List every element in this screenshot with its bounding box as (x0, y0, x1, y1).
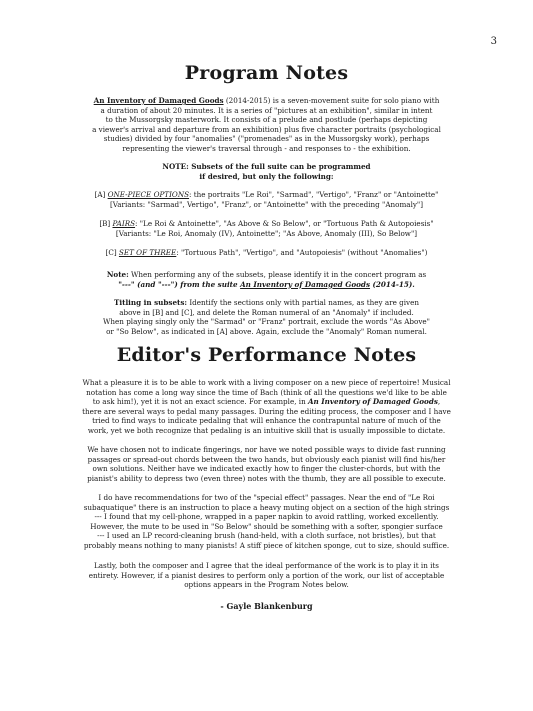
option-a-variants: [Variants: "Sarmad", Vertigo", "Franz", or "Antoinette" with the preceding "Anomaly"] (109, 199, 424, 209)
work-title: An Inventory of Damaged Goods (93, 96, 224, 105)
option-a: [A] ONE-PIECE OPTIONS: the portraits "Le Roi", "Sarmad", "Vertigo", "Franz" or "Antoinette" [Variants: "Sarmad", Vertigo", "Franz", or "Antoinette" with the preceding "Anomaly"] (40, 190, 493, 209)
option-c: [C] SET OF THREE: "Tortuous Path", "Vertigo", and "Autopoiesis" (without "Anomalies") (105, 248, 428, 257)
page-number: 3 (490, 36, 497, 47)
intro-line-5: studies) divided by four "anomalies" ("promenades" as in the Mussorgsky work), perhaps (103, 134, 430, 144)
editor-signature: - Gayle Blankenburg (220, 601, 313, 611)
editor-paragraph-1: What a pleasure it is to be able to work with a living composer on a new piece of repertoire! Musical notation has come a long way since the time of Bach (think of all the questions we'd like to be able to ask him!), yet it is not an exact science. For example, in An Inventory of Damaged Goods, there are several ways to pedal many passages. During the editing process, the composer and I have tried to find ways to indicate pedaling that will enhance the contrapuntal nature of much of the work, yet we both recognize that pedaling is an intuitive skill that is usually impossible to dictate. (82, 378, 451, 435)
intro-line-2: a duration of about 20 minutes. It is a series of "pictures at an exhibition", similar in intent (100, 105, 433, 115)
editors-notes-heading: Editor's Performance Notes (116, 344, 417, 366)
intro-line-4: a viewer's arrival and departure from an exhibition) plus five character portraits (psychological (92, 124, 441, 134)
option-b: [B] PAIRS: "Le Roi & Antoinette", "As Above & So Below", or "Tortuous Path & Autopoiesis" [Variants: "Le Roi, Anomaly (IV), Antoinette"; "As Above, Anomaly (III), So Below"] (40, 219, 493, 238)
program-notes-intro (40, 96, 493, 154)
option-b-label: PAIRS (112, 219, 136, 228)
subsets-note-heading: NOTE: Subsets of the full suite can be programmed if desired, but only the following: (162, 162, 371, 181)
option-b-variants: [Variants: "Le Roi, Anomaly (IV), Antoinette"; "As Above, Anomaly (III), So Below"] (115, 228, 418, 238)
editor-paragraph-2: We have chosen not to indicate fingerings, nor have we noted possible ways to divide fast running passages or spread-out chords between the two hands, but obviously each pianist will find his/her own solutions. Neither have we indicated exactly how to finger the cluster-chords, but with the pianist's ability to depress two (even three) notes with the thumb, they are all possible to execute. (87, 445, 446, 483)
program-notes-heading: Program Notes (184, 62, 349, 84)
intro-line-6: representing the viewer's traversal through - and responses to - the exhibition. (122, 143, 411, 153)
titling-in-subsets: Titling in subsets: Identify the sections only with partial names, as they are given above in [B] and [C], and delete the Roman numeral of an "Anomaly" if included. When playing singly only the "Sarmad" or "Franz" portrait, exclude the words "As Above" or "So Below", as indicated in [A] above. Again, exclude the "Anomaly" Roman numeral. (103, 298, 430, 336)
editor-paragraph-3: I do have recommendations for two of the "special effect" passages. Near the end of "Le Roi subaquatique" there is an instruction to place a heavy muting object on a section of the high strings --- I found that my cell-phone, wrapped in a paper napkin to avoid rattling, worked excellently. However, the mute to be used in "So Below" should be something with a softer, spongier surface --- I used an LP record-cleaning brush (hand-held, with a cloth surface, not bristles), but that probably means nothing to many pianists! A stiff piece of kitchen sponge, cut to size, should suffice. (83, 493, 450, 550)
option-c-label: SET OF THREE (118, 248, 177, 257)
subset-identification-note: Note: When performing any of the subsets, please identify it in the concert program as "---" (and "---") from the suite An Inventory of Damaged Goods (2014-15). (106, 270, 427, 289)
editor-paragraph-4: Lastly, both the composer and I agree that the ideal performance of the work is to play it in its entirety. However, if a pianist desires to perform only a portion of the work, our list of acceptable options appears in the Program Notes below. (88, 561, 445, 590)
intro-line-1: An Inventory of Damaged Goods (2014-2015) is a seven-movement suite for solo piano with (93, 96, 440, 105)
intro-line-3: to the Mussorgsky masterwork. It consists of a prelude and postlude (perhaps depicting (105, 115, 428, 125)
option-a-label: ONE-PIECE OPTIONS (107, 190, 190, 199)
